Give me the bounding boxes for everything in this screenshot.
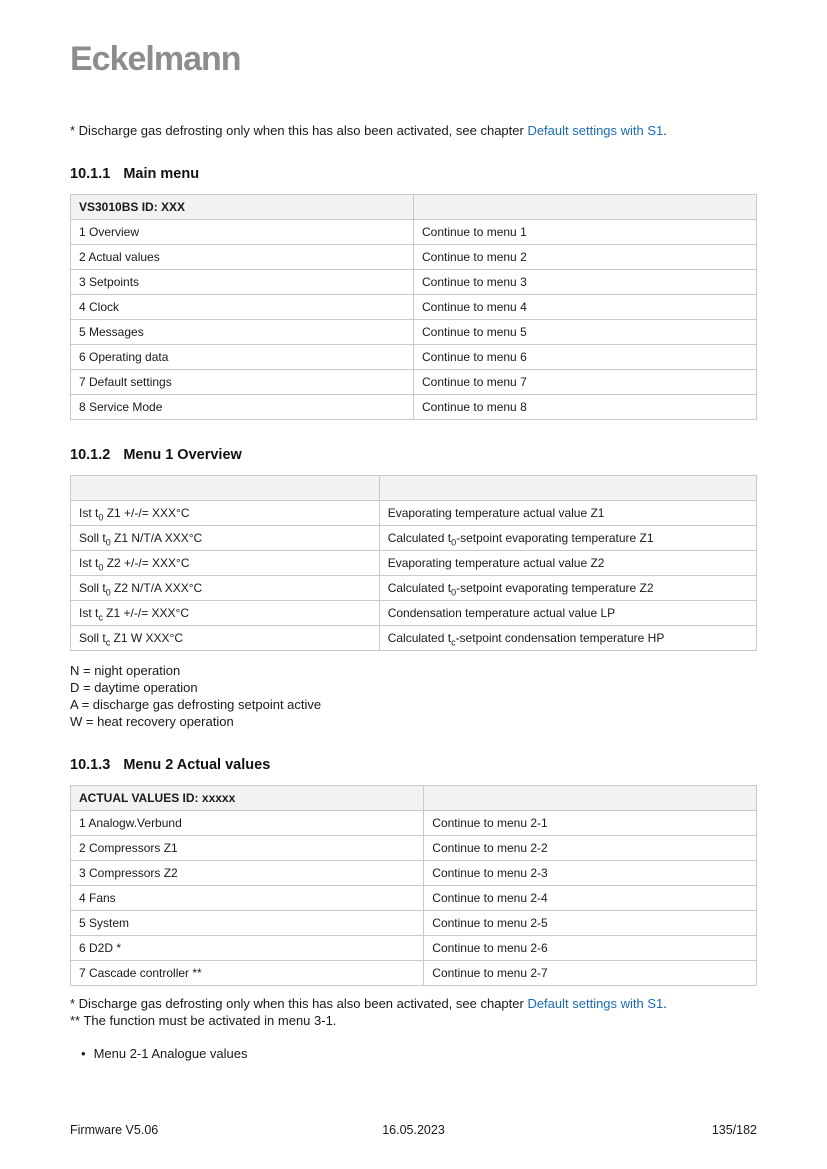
bullet-list-item: [70, 1046, 757, 1061]
legend-line: D = daytime operation: [70, 680, 198, 695]
actual-values-table-body: [71, 811, 757, 986]
table-cell: 5 Messages: [71, 320, 414, 345]
intro-note-period: .: [663, 123, 667, 138]
footer-page-number: 135/182: [711, 1123, 757, 1137]
table-cell: 8 Service Mode: [71, 395, 414, 420]
table-cell: 2 Compressors Z1: [71, 836, 424, 861]
heading-menu2-actual-values: [70, 757, 757, 773]
table-header-cell: [379, 476, 756, 501]
table-cell: Continue to menu 2-2: [424, 836, 757, 861]
table-cell: Condensation temperature actual value LP: [379, 601, 756, 626]
actual-values-table: [70, 785, 757, 986]
heading-main-menu: [70, 166, 757, 182]
table-cell: 7 Default settings: [71, 370, 414, 395]
table-row: [71, 911, 757, 936]
table-cell: Continue to menu 2-7: [424, 961, 757, 986]
subscript: c: [105, 637, 111, 648]
table-cell: Continue to menu 1: [414, 220, 757, 245]
table-cell: Ist $t_c$ Z1 +/-/= XXX°C: [71, 601, 380, 626]
subscript: 0: [105, 537, 111, 548]
heading-title: Main menu: [123, 166, 200, 182]
table-cell: 3 Compressors Z2: [71, 861, 424, 886]
table-cell: 5 System: [71, 911, 424, 936]
table-cell: Ist $t_0$ Z2 +/-/= XXX°C: [71, 551, 380, 576]
footnote-text: * Discharge gas defrosting only when this has also been activated, see chapter: [70, 996, 528, 1011]
table-cell: Continue to menu 6: [414, 345, 757, 370]
menu1-overview-table-body: [71, 501, 757, 651]
menu1-overview-table: [70, 475, 757, 651]
legend-line: N = night operation: [70, 663, 181, 678]
table-row: [71, 320, 757, 345]
footnote-link[interactable]: Default settings with S1: [527, 996, 664, 1011]
main-menu-table: [70, 194, 757, 420]
heading-number: 10.1.3: [70, 757, 111, 773]
table-row: [71, 836, 757, 861]
table-cell: Evaporating temperature actual value Z1: [379, 501, 756, 526]
table-row: [71, 626, 757, 651]
legend-line: A = discharge gas defrosting setpoint active: [70, 697, 322, 712]
table-cell: 1 Analogw.Verbund: [71, 811, 424, 836]
table-cell: Calculated $t_0$-setpoint evaporating temperature Z1: [379, 526, 756, 551]
table-row: [71, 220, 757, 245]
table-cell: Continue to menu 7: [414, 370, 757, 395]
table-cell: 3 Setpoints: [71, 270, 414, 295]
table-row: [71, 861, 757, 886]
table-header-row: [71, 476, 757, 501]
table-row: [71, 295, 757, 320]
table-row: [71, 601, 757, 626]
subscript: 0: [98, 512, 104, 523]
table-row: [71, 501, 757, 526]
table-cell: Continue to menu 2-1: [424, 811, 757, 836]
heading-title: Menu 2 Actual values: [123, 757, 271, 773]
table-row: [71, 345, 757, 370]
footer-firmware-version: Firmware V5.06: [70, 1123, 159, 1137]
page-footer: [70, 1123, 757, 1137]
footnote-period: .: [663, 996, 667, 1011]
table-cell: Continue to menu 4: [414, 295, 757, 320]
heading-number: 10.1.1: [70, 166, 111, 182]
footnotes: [70, 995, 757, 1029]
table-row: [71, 936, 757, 961]
table-cell: Continue to menu 2: [414, 245, 757, 270]
table-cell: 2 Actual values: [71, 245, 414, 270]
table-row: [71, 370, 757, 395]
heading-menu1-overview: [70, 447, 757, 463]
table-cell: Continue to menu 5: [414, 320, 757, 345]
intro-note-text: * Discharge gas defrosting only when this has also been activated, see chapter: [70, 123, 528, 138]
table-header-cell: [424, 786, 757, 811]
heading-title: Menu 1 Overview: [123, 447, 242, 463]
intro-note-link[interactable]: Default settings with S1: [527, 123, 664, 138]
table-cell: 1 Overview: [71, 220, 414, 245]
table-header-cell: ACTUAL VALUES ID: xxxxx: [71, 786, 424, 811]
heading-number: 10.1.2: [70, 447, 111, 463]
table-header-row: [71, 195, 757, 220]
table-cell: Soll $t_0$ Z2 N/T/A XXX°C: [71, 576, 380, 601]
footnote-line-2: ** The function must be activated in menu 3-1.: [70, 1013, 337, 1028]
table-cell: 6 Operating data: [71, 345, 414, 370]
subscript: 0: [451, 587, 457, 598]
bullet-text: Menu 2-1 Analogue values: [93, 1046, 248, 1061]
table-cell: Soll $t_0$ Z1 N/T/A XXX°C: [71, 526, 380, 551]
table-cell: 4 Fans: [71, 886, 424, 911]
table-cell: Continue to menu 2-6: [424, 936, 757, 961]
table-row: [71, 961, 757, 986]
table-cell: Continue to menu 2-3: [424, 861, 757, 886]
main-menu-table-body: [71, 220, 757, 420]
table-cell: Continue to menu 2-4: [424, 886, 757, 911]
table-row: [71, 886, 757, 911]
table-row: [71, 245, 757, 270]
table-cell: Ist $t_0$ Z1 +/-/= XXX°C: [71, 501, 380, 526]
footer-date: 16.05.2023: [382, 1123, 445, 1137]
table-row: [71, 551, 757, 576]
table-row: [71, 395, 757, 420]
table-header-cell: [414, 195, 757, 220]
table-header-cell: VS3010BS ID: XXX: [71, 195, 414, 220]
table-cell: Soll $t_c$ Z1 W XXX°C: [71, 626, 380, 651]
eckelmann-logo: Eckelmann: [70, 40, 241, 78]
footnote-line-1: [70, 995, 757, 1012]
subscript: c: [451, 637, 456, 648]
table-cell: Continue to menu 8: [414, 395, 757, 420]
table-header-cell: [71, 476, 380, 501]
legend: [70, 662, 757, 730]
table-row: [71, 811, 757, 836]
subscript: 0: [105, 587, 111, 598]
intro-note: [70, 122, 757, 139]
table-cell: Calculated $t_0$-setpoint evaporating temperature Z2: [379, 576, 756, 601]
table-cell: Continue to menu 3: [414, 270, 757, 295]
table-cell: 6 D2D *: [71, 936, 424, 961]
subscript: c: [98, 612, 103, 623]
subscript: 0: [451, 537, 457, 548]
table-cell: 4 Clock: [71, 295, 414, 320]
table-header-row: [71, 786, 757, 811]
subscript: 0: [98, 562, 104, 573]
table-row: [71, 526, 757, 551]
table-cell: Calculated $t_c$-setpoint condensation temperature HP: [379, 626, 756, 651]
table-cell: 7 Cascade controller **: [71, 961, 424, 986]
table-cell: Continue to menu 2-5: [424, 911, 757, 936]
bullet-icon: •: [81, 1046, 86, 1061]
table-cell: Evaporating temperature actual value Z2: [379, 551, 756, 576]
legend-line: W = heat recovery operation: [70, 714, 234, 729]
table-row: [71, 270, 757, 295]
table-row: [71, 576, 757, 601]
